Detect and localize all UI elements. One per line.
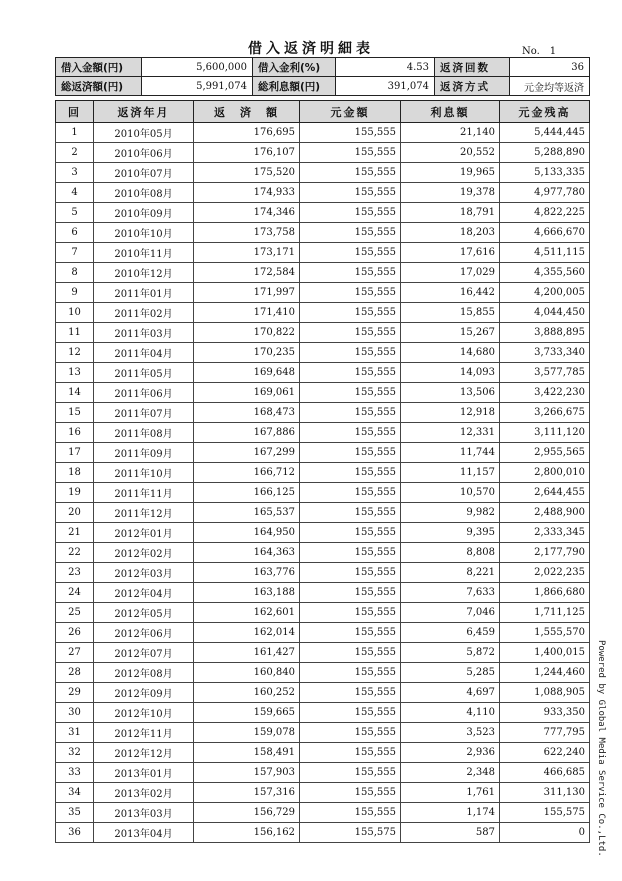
cell-interest: 2,348 [401, 763, 500, 783]
cell-principal: 155,555 [300, 683, 401, 703]
cell-interest: 13,506 [401, 383, 500, 403]
cell-balance: 4,355,560 [500, 263, 590, 283]
cell-no: 23 [56, 563, 94, 583]
cell-principal: 155,555 [300, 143, 401, 163]
cell-repayment-month: 2011年07月 [94, 403, 194, 423]
cell-interest: 19,965 [401, 163, 500, 183]
cell-no: 9 [56, 283, 94, 303]
cell-repayment-amount: 164,950 [194, 523, 300, 543]
cell-balance: 4,977,780 [500, 183, 590, 203]
cell-balance: 4,511,115 [500, 243, 590, 263]
cell-balance: 466,685 [500, 763, 590, 783]
cell-no: 33 [56, 763, 94, 783]
cell-interest: 10,570 [401, 483, 500, 503]
cell-repayment-amount: 167,886 [194, 423, 300, 443]
cell-no: 15 [56, 403, 94, 423]
cell-no: 18 [56, 463, 94, 483]
cell-repayment-month: 2011年09月 [94, 443, 194, 463]
interest-rate-label: 借入金利(%) [253, 58, 336, 77]
cell-balance: 3,577,785 [500, 363, 590, 383]
cell-repayment-month: 2010年08月 [94, 183, 194, 203]
cell-no: 11 [56, 323, 94, 343]
cell-interest: 9,982 [401, 503, 500, 523]
cell-repayment-amount: 166,125 [194, 483, 300, 503]
cell-principal: 155,555 [300, 643, 401, 663]
table-row [56, 123, 590, 143]
table-row [56, 543, 590, 563]
cell-repayment-month: 2010年12月 [94, 263, 194, 283]
summary-row [56, 58, 590, 77]
repayment-method-label: 返済方式 [435, 77, 510, 96]
cell-repayment-amount: 158,491 [194, 743, 300, 763]
cell-no: 20 [56, 503, 94, 523]
cell-repayment-month: 2012年10月 [94, 703, 194, 723]
summary-row [56, 77, 590, 96]
cell-balance: 3,111,120 [500, 423, 590, 443]
cell-repayment-month: 2010年07月 [94, 163, 194, 183]
cell-interest: 5,872 [401, 643, 500, 663]
cell-principal: 155,555 [300, 763, 401, 783]
cell-no: 12 [56, 343, 94, 363]
table-row [56, 223, 590, 243]
cell-principal: 155,555 [300, 483, 401, 503]
table-row [56, 643, 590, 663]
cell-principal: 155,555 [300, 803, 401, 823]
table-row [56, 483, 590, 503]
total-interest-value: 391,074 [336, 77, 435, 96]
cell-no: 5 [56, 203, 94, 223]
cell-interest: 4,110 [401, 703, 500, 723]
cell-repayment-month: 2011年10月 [94, 463, 194, 483]
cell-balance: 1,400,015 [500, 643, 590, 663]
cell-repayment-month: 2013年02月 [94, 783, 194, 803]
cell-repayment-month: 2010年11月 [94, 243, 194, 263]
cell-no: 8 [56, 263, 94, 283]
table-row [56, 743, 590, 763]
cell-principal: 155,555 [300, 303, 401, 323]
cell-no: 10 [56, 303, 94, 323]
cell-interest: 8,808 [401, 543, 500, 563]
cell-no: 24 [56, 583, 94, 603]
cell-interest: 21,140 [401, 123, 500, 143]
cell-repayment-month: 2011年01月 [94, 283, 194, 303]
cell-repayment-amount: 166,712 [194, 463, 300, 483]
loan-amount-value: 5,600,000 [142, 58, 253, 77]
cell-interest: 1,174 [401, 803, 500, 823]
cell-principal: 155,555 [300, 383, 401, 403]
cell-principal: 155,555 [300, 223, 401, 243]
cell-balance: 2,333,345 [500, 523, 590, 543]
cell-repayment-month: 2012年04月 [94, 583, 194, 603]
cell-repayment-amount: 169,061 [194, 383, 300, 403]
cell-interest: 17,029 [401, 263, 500, 283]
table-row [56, 823, 590, 843]
cell-repayment-month: 2010年05月 [94, 123, 194, 143]
cell-no: 6 [56, 223, 94, 243]
cell-repayment-month: 2012年03月 [94, 563, 194, 583]
cell-repayment-month: 2012年02月 [94, 543, 194, 563]
cell-interest: 18,791 [401, 203, 500, 223]
header-repayment-month: 返済年月 [94, 101, 194, 123]
cell-repayment-amount: 159,078 [194, 723, 300, 743]
table-row [56, 503, 590, 523]
table-header-row [56, 101, 590, 123]
cell-no: 1 [56, 123, 94, 143]
cell-repayment-amount: 156,729 [194, 803, 300, 823]
table-row [56, 403, 590, 423]
cell-interest: 7,046 [401, 603, 500, 623]
table-row [56, 663, 590, 683]
cell-repayment-amount: 160,252 [194, 683, 300, 703]
cell-repayment-amount: 157,316 [194, 783, 300, 803]
table-row [56, 323, 590, 343]
cell-balance: 2,644,455 [500, 483, 590, 503]
cell-principal: 155,555 [300, 463, 401, 483]
cell-principal: 155,555 [300, 783, 401, 803]
cell-repayment-amount: 171,410 [194, 303, 300, 323]
cell-repayment-amount: 175,520 [194, 163, 300, 183]
cell-no: 35 [56, 803, 94, 823]
payment-count-label: 返済回数 [435, 58, 510, 77]
cell-repayment-month: 2012年11月 [94, 723, 194, 743]
cell-repayment-month: 2011年12月 [94, 503, 194, 523]
cell-interest: 15,855 [401, 303, 500, 323]
cell-repayment-amount: 162,601 [194, 603, 300, 623]
cell-repayment-month: 2011年08月 [94, 423, 194, 443]
cell-balance: 1,555,570 [500, 623, 590, 643]
cell-principal: 155,555 [300, 663, 401, 683]
cell-repayment-month: 2011年03月 [94, 323, 194, 343]
cell-repayment-month: 2011年02月 [94, 303, 194, 323]
cell-no: 30 [56, 703, 94, 723]
header-balance: 元金残高 [500, 101, 590, 123]
cell-balance: 2,488,900 [500, 503, 590, 523]
cell-repayment-month: 2012年05月 [94, 603, 194, 623]
cell-repayment-month: 2010年09月 [94, 203, 194, 223]
table-row [56, 763, 590, 783]
cell-balance: 1,866,680 [500, 583, 590, 603]
cell-interest: 4,697 [401, 683, 500, 703]
cell-interest: 12,918 [401, 403, 500, 423]
cell-repayment-month: 2011年05月 [94, 363, 194, 383]
table-row [56, 443, 590, 463]
cell-principal: 155,555 [300, 423, 401, 443]
header-principal: 元金額 [300, 101, 401, 123]
cell-principal: 155,555 [300, 263, 401, 283]
total-repayment-label: 総返済額(円) [56, 77, 142, 96]
cell-repayment-month: 2012年12月 [94, 743, 194, 763]
cell-repayment-amount: 165,537 [194, 503, 300, 523]
cell-balance: 2,955,565 [500, 443, 590, 463]
cell-principal: 155,555 [300, 743, 401, 763]
cell-no: 28 [56, 663, 94, 683]
table-row [56, 603, 590, 623]
cell-repayment-amount: 174,346 [194, 203, 300, 223]
cell-interest: 20,552 [401, 143, 500, 163]
cell-interest: 18,203 [401, 223, 500, 243]
cell-interest: 14,093 [401, 363, 500, 383]
header-repayment-amount: 返 済 額 [194, 101, 300, 123]
cell-repayment-amount: 161,427 [194, 643, 300, 663]
cell-no: 7 [56, 243, 94, 263]
table-row [56, 683, 590, 703]
cell-balance: 5,288,890 [500, 143, 590, 163]
table-row [56, 583, 590, 603]
cell-repayment-amount: 162,014 [194, 623, 300, 643]
cell-repayment-amount: 173,758 [194, 223, 300, 243]
page-number: No. 1 [522, 46, 557, 57]
cell-repayment-amount: 173,171 [194, 243, 300, 263]
cell-balance: 155,575 [500, 803, 590, 823]
cell-repayment-amount: 163,188 [194, 583, 300, 603]
cell-balance: 4,044,450 [500, 303, 590, 323]
table-row [56, 143, 590, 163]
cell-repayment-month: 2011年11月 [94, 483, 194, 503]
cell-no: 4 [56, 183, 94, 203]
cell-principal: 155,555 [300, 123, 401, 143]
cell-balance: 4,200,005 [500, 283, 590, 303]
cell-balance: 3,422,230 [500, 383, 590, 403]
cell-balance: 933,350 [500, 703, 590, 723]
cell-principal: 155,575 [300, 823, 401, 843]
table-row [56, 523, 590, 543]
table-row [56, 183, 590, 203]
cell-balance: 311,130 [500, 783, 590, 803]
cell-no: 25 [56, 603, 94, 623]
cell-principal: 155,555 [300, 443, 401, 463]
cell-repayment-month: 2012年07月 [94, 643, 194, 663]
cell-interest: 6,459 [401, 623, 500, 643]
total-repayment-value: 5,991,074 [142, 77, 253, 96]
cell-no: 19 [56, 483, 94, 503]
cell-repayment-amount: 174,933 [194, 183, 300, 203]
cell-principal: 155,555 [300, 563, 401, 583]
cell-repayment-month: 2012年06月 [94, 623, 194, 643]
cell-balance: 2,022,235 [500, 563, 590, 583]
cell-repayment-amount: 168,473 [194, 403, 300, 423]
table-row [56, 283, 590, 303]
cell-repayment-amount: 176,107 [194, 143, 300, 163]
cell-repayment-amount: 170,235 [194, 343, 300, 363]
table-row [56, 423, 590, 443]
table-row [56, 383, 590, 403]
page-title: 借入返済明細表 [248, 41, 374, 57]
cell-no: 13 [56, 363, 94, 383]
repayment-schedule-table [55, 100, 590, 843]
cell-repayment-month: 2012年01月 [94, 523, 194, 543]
table-row [56, 163, 590, 183]
table-row [56, 723, 590, 743]
cell-interest: 11,157 [401, 463, 500, 483]
cell-principal: 155,555 [300, 203, 401, 223]
table-row [56, 783, 590, 803]
table-row [56, 363, 590, 383]
cell-interest: 3,523 [401, 723, 500, 743]
cell-repayment-amount: 157,903 [194, 763, 300, 783]
cell-balance: 3,266,675 [500, 403, 590, 423]
cell-no: 21 [56, 523, 94, 543]
cell-no: 17 [56, 443, 94, 463]
cell-interest: 16,442 [401, 283, 500, 303]
cell-balance: 5,444,445 [500, 123, 590, 143]
cell-principal: 155,555 [300, 603, 401, 623]
cell-repayment-month: 2011年04月 [94, 343, 194, 363]
cell-interest: 8,221 [401, 563, 500, 583]
cell-interest: 7,633 [401, 583, 500, 603]
cell-interest: 2,936 [401, 743, 500, 763]
header-interest: 利息額 [401, 101, 500, 123]
cell-balance: 622,240 [500, 743, 590, 763]
header-no: 回 [56, 101, 94, 123]
table-row [56, 623, 590, 643]
table-row [56, 263, 590, 283]
cell-repayment-amount: 164,363 [194, 543, 300, 563]
cell-principal: 155,555 [300, 323, 401, 343]
cell-interest: 9,395 [401, 523, 500, 543]
cell-principal: 155,555 [300, 623, 401, 643]
cell-balance: 5,133,335 [500, 163, 590, 183]
cell-repayment-month: 2010年06月 [94, 143, 194, 163]
cell-repayment-amount: 169,648 [194, 363, 300, 383]
cell-balance: 777,795 [500, 723, 590, 743]
cell-interest: 14,680 [401, 343, 500, 363]
cell-repayment-amount: 176,695 [194, 123, 300, 143]
repayment-method-value: 元金均等返済 [510, 77, 590, 96]
cell-interest: 19,378 [401, 183, 500, 203]
cell-principal: 155,555 [300, 343, 401, 363]
cell-repayment-amount: 170,822 [194, 323, 300, 343]
cell-no: 26 [56, 623, 94, 643]
cell-repayment-amount: 167,299 [194, 443, 300, 463]
cell-principal: 155,555 [300, 543, 401, 563]
cell-interest: 15,267 [401, 323, 500, 343]
cell-interest: 1,761 [401, 783, 500, 803]
cell-balance: 1,244,460 [500, 663, 590, 683]
cell-no: 31 [56, 723, 94, 743]
table-row [56, 203, 590, 223]
cell-repayment-month: 2012年08月 [94, 663, 194, 683]
cell-no: 34 [56, 783, 94, 803]
cell-principal: 155,555 [300, 243, 401, 263]
interest-rate-value: 4.53 [336, 58, 435, 77]
cell-principal: 155,555 [300, 703, 401, 723]
cell-interest: 12,331 [401, 423, 500, 443]
cell-repayment-month: 2012年09月 [94, 683, 194, 703]
loan-amount-label: 借入金額(円) [56, 58, 142, 77]
cell-no: 36 [56, 823, 94, 843]
cell-no: 29 [56, 683, 94, 703]
table-row [56, 303, 590, 323]
cell-principal: 155,555 [300, 163, 401, 183]
cell-balance: 2,800,010 [500, 463, 590, 483]
cell-principal: 155,555 [300, 403, 401, 423]
cell-repayment-amount: 171,997 [194, 283, 300, 303]
cell-principal: 155,555 [300, 363, 401, 383]
cell-no: 2 [56, 143, 94, 163]
total-interest-label: 総利息額(円) [253, 77, 336, 96]
cell-balance: 0 [500, 823, 590, 843]
cell-interest: 17,616 [401, 243, 500, 263]
cell-repayment-amount: 172,584 [194, 263, 300, 283]
cell-balance: 3,888,895 [500, 323, 590, 343]
cell-interest: 5,285 [401, 663, 500, 683]
cell-no: 14 [56, 383, 94, 403]
cell-repayment-month: 2013年03月 [94, 803, 194, 823]
summary-table [55, 57, 590, 96]
table-row [56, 563, 590, 583]
cell-repayment-month: 2013年01月 [94, 763, 194, 783]
cell-no: 22 [56, 543, 94, 563]
cell-principal: 155,555 [300, 723, 401, 743]
table-row [56, 343, 590, 363]
table-row [56, 703, 590, 723]
table-row [56, 243, 590, 263]
cell-no: 32 [56, 743, 94, 763]
cell-repayment-amount: 163,776 [194, 563, 300, 583]
cell-principal: 155,555 [300, 283, 401, 303]
cell-repayment-month: 2013年04月 [94, 823, 194, 843]
payment-count-value: 36 [510, 58, 590, 77]
cell-no: 16 [56, 423, 94, 443]
cell-balance: 1,711,125 [500, 603, 590, 623]
cell-repayment-amount: 160,840 [194, 663, 300, 683]
cell-interest: 11,744 [401, 443, 500, 463]
cell-interest: 587 [401, 823, 500, 843]
cell-repayment-amount: 156,162 [194, 823, 300, 843]
cell-repayment-amount: 159,665 [194, 703, 300, 723]
cell-balance: 3,733,340 [500, 343, 590, 363]
table-row [56, 463, 590, 483]
cell-principal: 155,555 [300, 503, 401, 523]
table-row [56, 803, 590, 823]
cell-balance: 4,822,225 [500, 203, 590, 223]
cell-balance: 2,177,790 [500, 543, 590, 563]
cell-no: 3 [56, 163, 94, 183]
cell-principal: 155,555 [300, 523, 401, 543]
cell-repayment-month: 2010年10月 [94, 223, 194, 243]
cell-repayment-month: 2011年06月 [94, 383, 194, 403]
cell-balance: 1,088,905 [500, 683, 590, 703]
credit-text: Powered by Global Media Service Co.,Ltd. [596, 640, 606, 857]
cell-principal: 155,555 [300, 583, 401, 603]
cell-balance: 4,666,670 [500, 223, 590, 243]
cell-principal: 155,555 [300, 183, 401, 203]
cell-no: 27 [56, 643, 94, 663]
